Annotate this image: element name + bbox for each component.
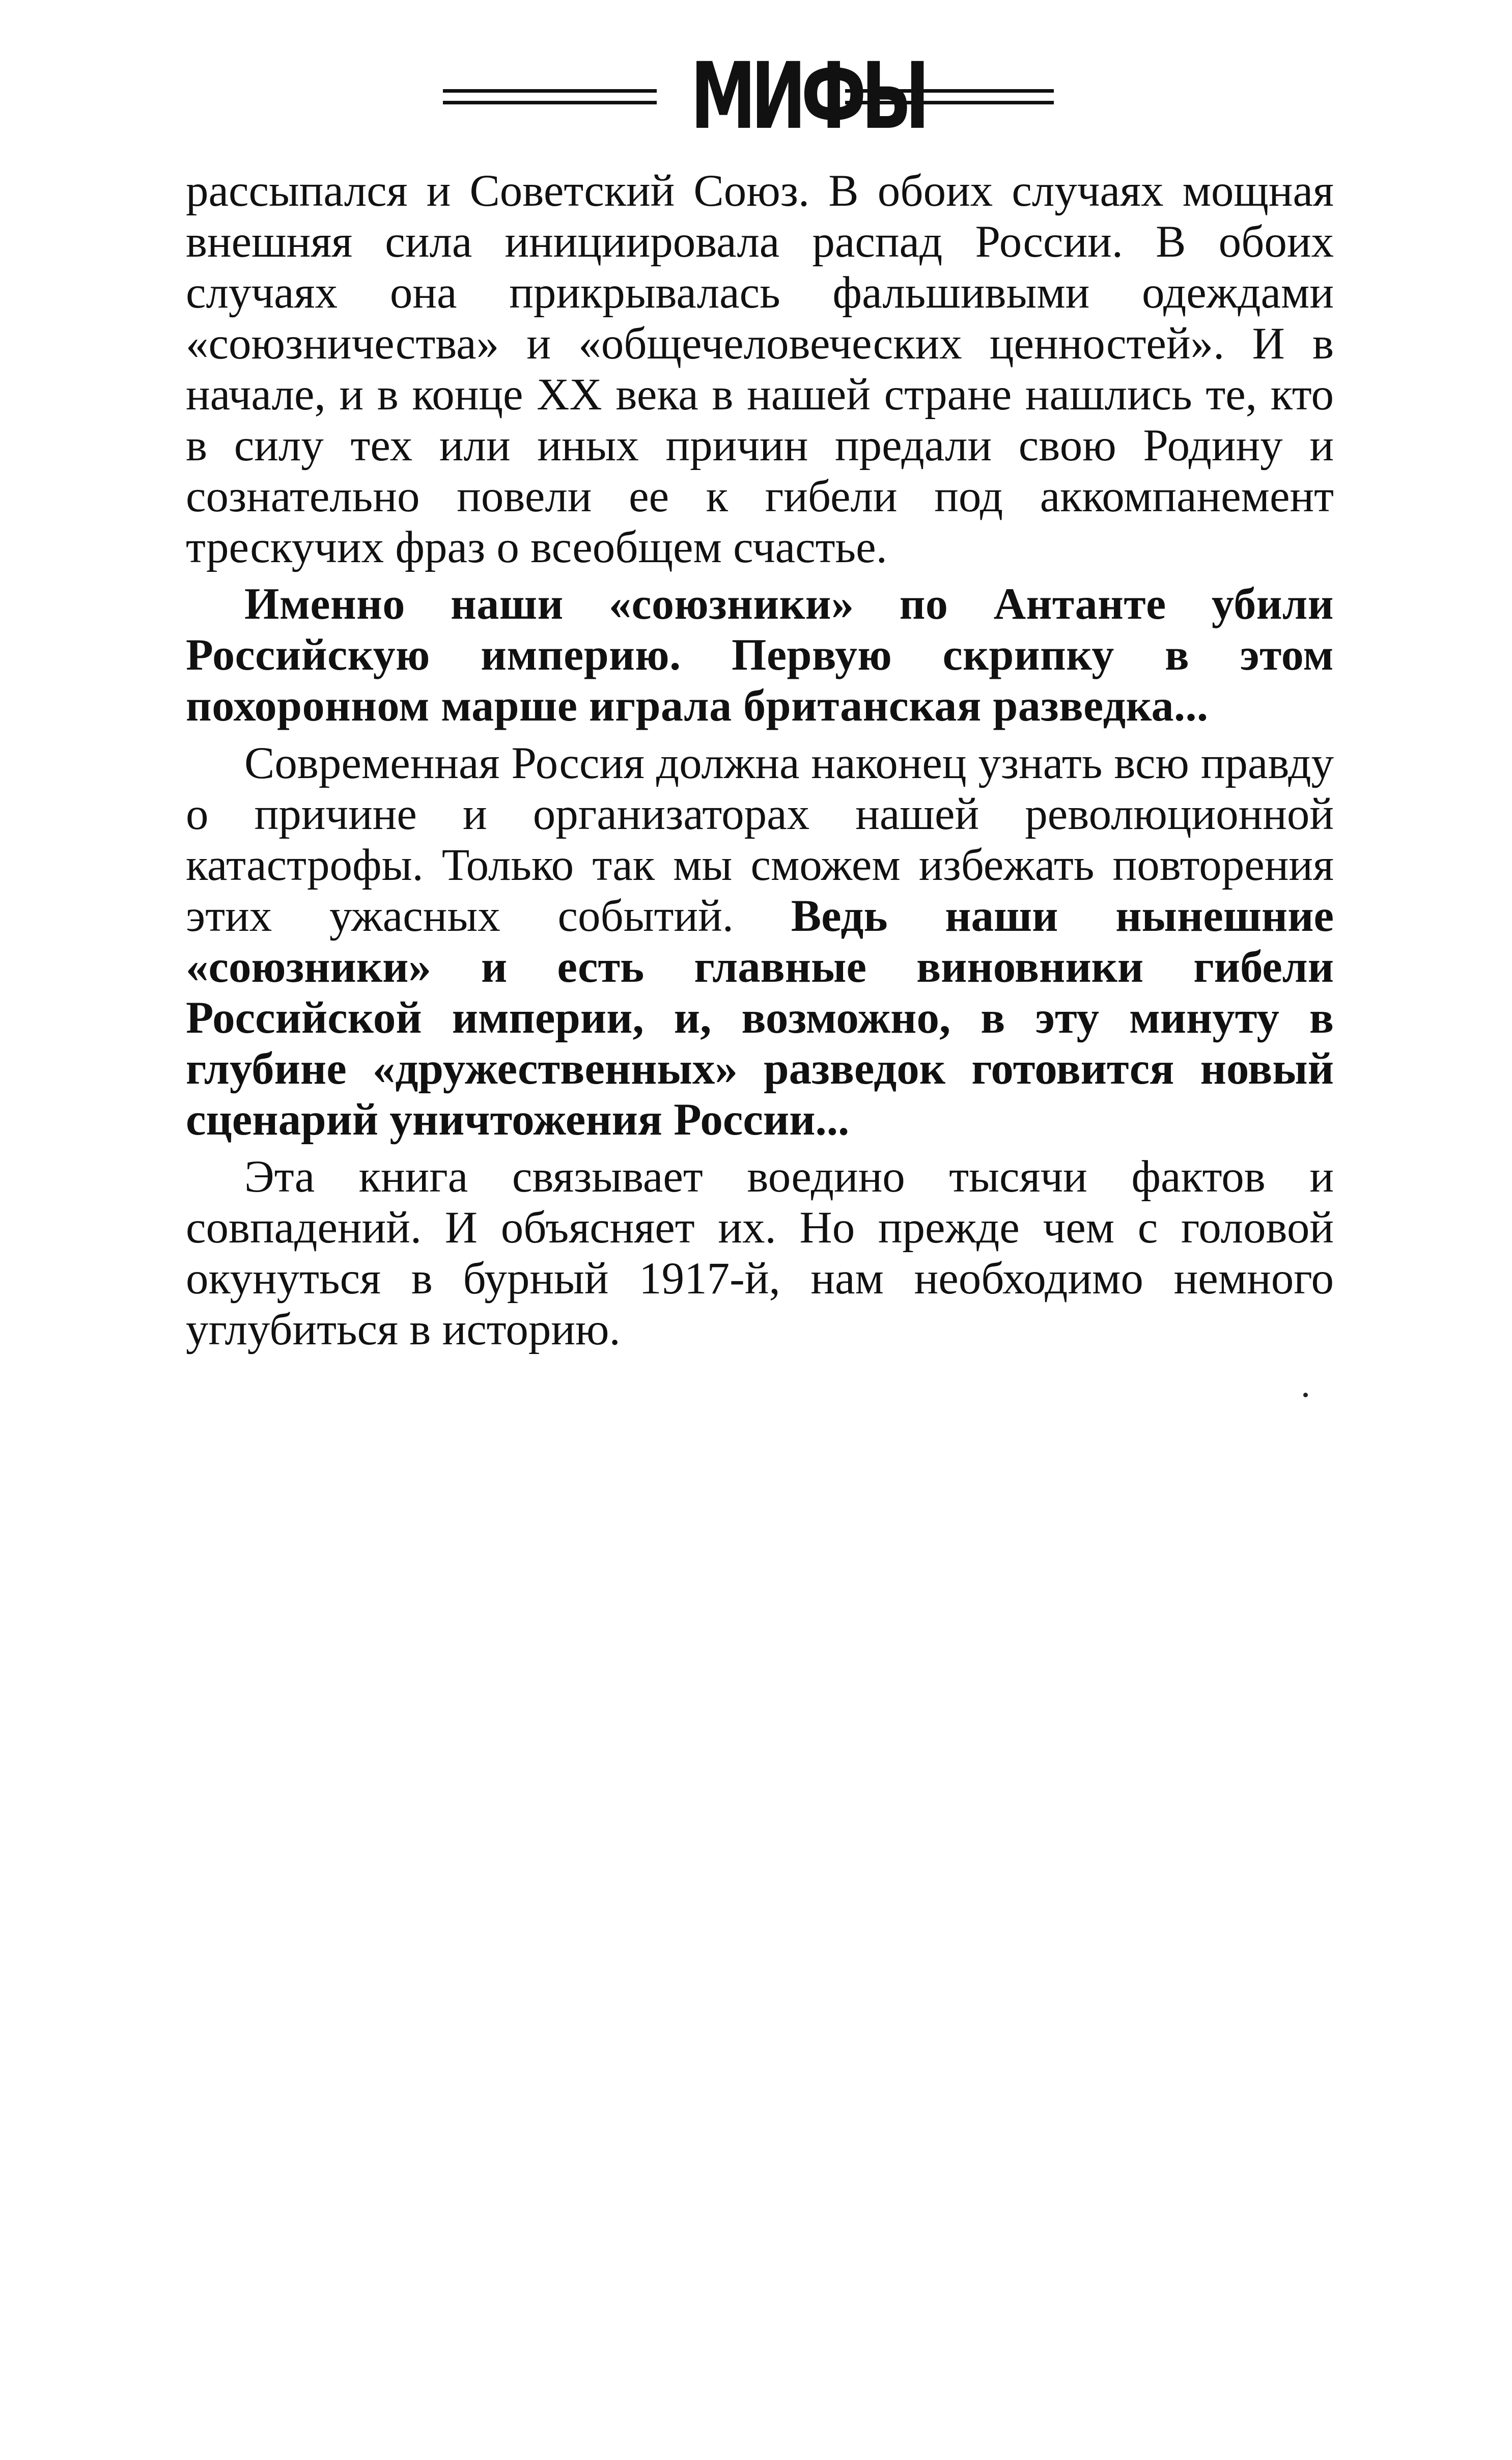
header-rule-left xyxy=(443,89,657,104)
paragraph-2-bold: Именно наши «союзники» по Антанте убили Российскую империю. Первую скрипку в этом похоронном марше играла британская разведка... xyxy=(186,579,1334,731)
body-text xyxy=(186,165,1334,1355)
running-header xyxy=(443,43,1054,150)
header-title: МИФЫ xyxy=(690,43,925,150)
paragraph-3-regular: Современная Россия должна наконец узнать всю правду о причине и организаторах нашей революционной катастрофы. Только так мы сможем избежать повторения этих ужасных событий. xyxy=(186,738,1334,941)
scan-speck xyxy=(1303,1393,1308,1397)
paragraph-3-bold: Ведь наши нынешние «союзники» и есть главные виновники гибели Российской империи, и, возможно, в эту минуту в глубине «дружественных» разведок готовится новый сценарий уничтожения России... xyxy=(186,891,1334,1145)
paragraph-3 xyxy=(186,738,1334,1145)
header-rule-right xyxy=(845,89,1054,104)
paragraph-4: Эта книга связывает воедино тысячи фактов и совпадений. И объясняет их. Но прежде чем с головой окунуться в бурный 1917-й, нам необходимо немного углубиться в историю. xyxy=(186,1152,1334,1355)
paragraph-1: рассыпался и Советский Союз. В обоих случаях мощная внешняя сила инициировала распад России. В обоих случаях она прикрывалась фальшивыми одеждами «союзничества» и «общечеловеческих ценностей». И в начале, и в конце XX века в нашей стране нашлись те, кто в силу тех или иных причин предали свою Родину и сознательно повели ее к гибели под аккомпанемент трескучих фраз о всеобщем счастье. xyxy=(186,166,1334,572)
